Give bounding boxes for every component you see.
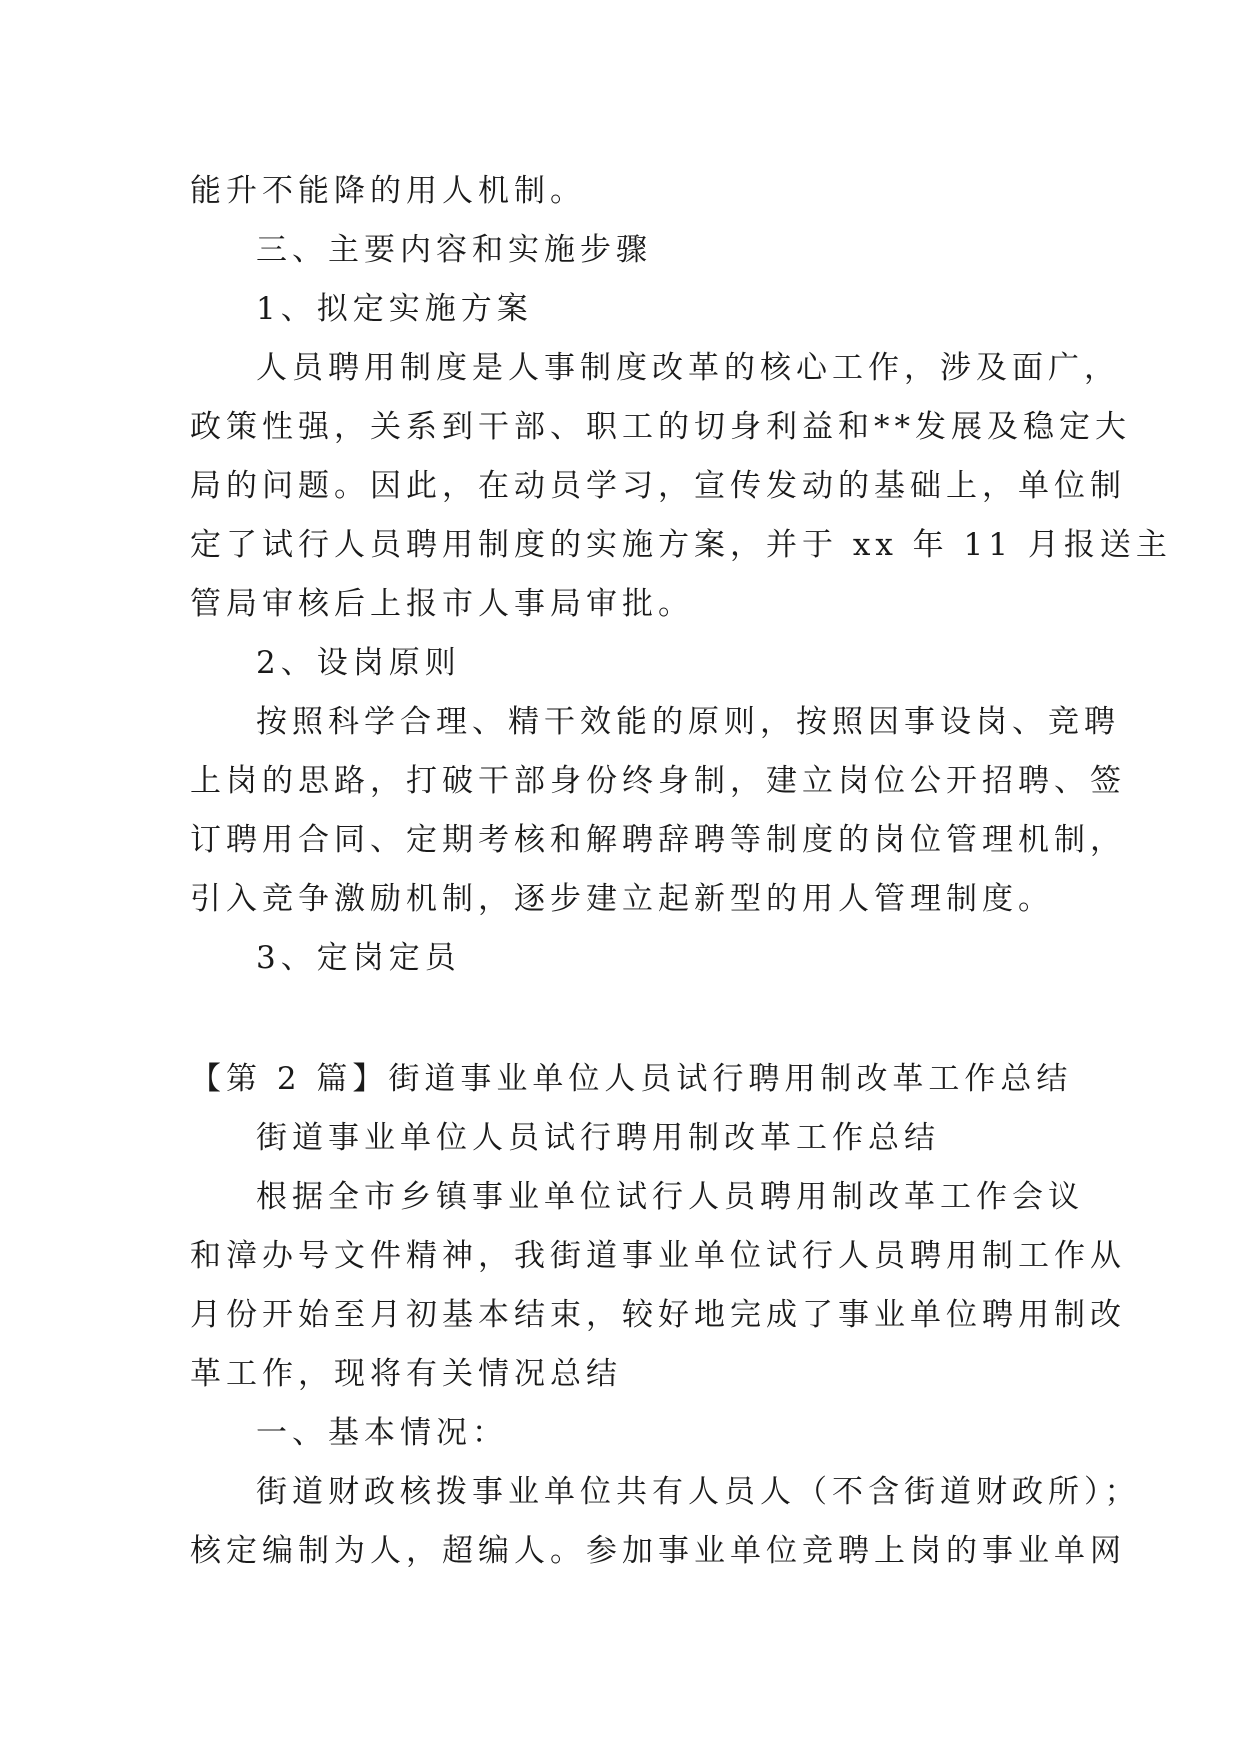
paragraph-line: 能升不能降的用人机制。 xyxy=(190,173,586,209)
subsection-heading: 3、定岗定员 xyxy=(256,940,461,976)
document-body xyxy=(190,162,1172,1581)
paragraph-line: 人员聘用制度是人事制度改革的核心工作，涉及面广， xyxy=(256,350,1120,386)
paragraph-line: 订聘用合同、定期考核和解聘辞聘等制度的岗位管理机制， xyxy=(190,822,1126,858)
section-spacer xyxy=(190,988,1070,1050)
paragraph-line: 引入竞争激励机制，逐步建立起新型的用人管理制度。 xyxy=(190,881,1054,917)
article-title: 街道事业单位人员试行聘用制改革工作总结 xyxy=(256,1120,940,1156)
paragraph-line: 定了试行人员聘用制度的实施方案，并于 xx 年 11 月报送主 xyxy=(190,527,1172,563)
paragraph-line: 根据全市乡镇事业单位试行人员聘用制改革工作会议 xyxy=(256,1179,1084,1215)
subsection-heading: 1、拟定实施方案 xyxy=(256,291,533,327)
article-heading: 【第 2 篇】街道事业单位人员试行聘用制改革工作总结 xyxy=(190,1061,1073,1097)
paragraph-line: 管局审核后上报市人事局审批。 xyxy=(190,586,694,622)
paragraph-line: 局的问题。因此，在动员学习，宣传发动的基础上，单位制 xyxy=(190,468,1126,504)
section-heading: 三、主要内容和实施步骤 xyxy=(256,232,652,268)
paragraph-line: 和漳办号文件精神，我街道事业单位试行人员聘用制工作从 xyxy=(190,1238,1126,1274)
paragraph-line: 核定编制为人，超编人。参加事业单位竞聘上岗的事业单网 xyxy=(190,1533,1126,1569)
paragraph-line: 上岗的思路，打破干部身份终身制，建立岗位公开招聘、签 xyxy=(190,763,1126,799)
paragraph-line: 街道财政核拨事业单位共有人员人（不含街道财政所）； xyxy=(256,1474,1141,1510)
paragraph-line: 按照科学合理、精干效能的原则，按照因事设岗、竞聘 xyxy=(256,704,1120,740)
paragraph-line: 月份开始至月初基本结束，较好地完成了事业单位聘用制改 xyxy=(190,1297,1126,1333)
paragraph-line: 革工作，现将有关情况总结 xyxy=(190,1356,622,1392)
paragraph-line: 政策性强，关系到干部、职工的切身利益和**发展及稳定大 xyxy=(190,409,1131,445)
section-heading: 一、基本情况： xyxy=(256,1415,508,1451)
subsection-heading: 2、设岗原则 xyxy=(256,645,461,681)
